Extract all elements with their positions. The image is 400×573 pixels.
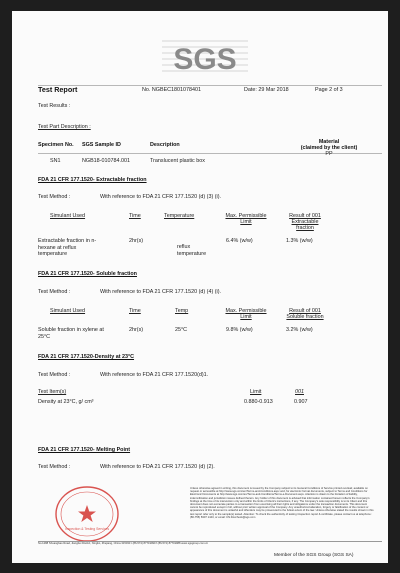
section-soluble-method-text: With reference to FDA 21 CFR 177.1520 (d) (4) (i).: [100, 289, 222, 295]
section-melting-method-text: With reference to FDA 21 CFR 177.1520 (d) (2).: [100, 464, 215, 470]
s1-temperature-value: reflux temperature: [177, 244, 207, 257]
report-page: [12, 11, 388, 563]
s3-item-value: Density at 23°C, g/ cm³: [38, 399, 94, 405]
report-title: Test Report: [38, 85, 78, 94]
report-number: No. NGBEC1801078401: [142, 87, 202, 93]
test-part-description-label: Test Part Description :: [38, 124, 91, 130]
s1-limit-header: Max. Permissible Limit: [225, 213, 267, 225]
section-density-title: FDA 21 CFR 177.1520-Density at 23°C: [38, 354, 135, 360]
material-header: Material (claimed by the client): [300, 139, 358, 151]
s2-result-value: 3.2% (w/w): [286, 327, 313, 333]
s2-result-header: Result of 001 Soluble fraction: [286, 308, 324, 320]
section-extractable-method-text: With reference to FDA 21 CFR 177.1520 (d) (3) (i).: [100, 194, 222, 200]
s3-items-header: Test Item(s): [38, 389, 67, 395]
section-extractable-method-label: Test Method :: [38, 194, 71, 200]
s3-result-value: 0.907: [294, 399, 308, 405]
s2-limit-header: Max. Permissible Limit: [225, 308, 267, 320]
s1-limit-value: 6.4% (w/w): [226, 238, 253, 244]
specimen-no-value: SN1: [50, 158, 61, 164]
section-melting-title: FDA 21 CFR 177.1520- Melting Point: [38, 447, 131, 453]
s1-simulant-value: Extractable fraction in n-hexane at reflux temperature: [38, 238, 97, 258]
section-density-method-label: Test Method :: [38, 372, 71, 378]
section-extractable-title: FDA 21 CFR 177.1520- Extractable fraction: [38, 177, 147, 183]
sgs-logo: [162, 35, 248, 79]
section-soluble-title: FDA 21 CFR 177.1520- Soluble fraction: [38, 271, 137, 277]
report-date: Date: 29 Mar 2018: [244, 87, 289, 93]
s2-temp-header: Temp: [175, 308, 189, 314]
svg-text:Inspection & Testing Services: Inspection & Testing Services: [64, 527, 110, 531]
s1-result-value: 1.3% (w/w): [286, 238, 313, 244]
s3-result-header: 001: [295, 389, 304, 395]
material-value: PP: [325, 151, 333, 157]
description-value: Translucent plastic box: [150, 158, 205, 164]
s2-time-value: 2hr(s): [129, 327, 144, 333]
company-seal-stamp: [52, 483, 122, 545]
specimen-no-header: Specimen No.: [38, 142, 74, 148]
s2-limit-value: 9.8% (w/w): [226, 327, 253, 333]
s1-time-header: Time: [129, 213, 141, 219]
s2-simulant-header: Simulant Used: [50, 308, 86, 314]
sgs-sample-id-header: SGS Sample ID: [82, 142, 121, 148]
s1-time-value: 2hr(s): [129, 238, 144, 244]
section-density-method-text: With reference to FDA 21 CFR 177.1520(d)1.: [100, 372, 209, 378]
footer-address: No.1288 Shuangbao Road, Jiangbei District, Ningbo, Zhejiang, China 315033 t (86-574) 87719999 f (86-574) 87719988 www.sgsgroup.com.cn: [38, 542, 209, 545]
description-header: Description: [150, 142, 180, 148]
s2-simulant-value: Soluble fraction in xylene at 25°C: [38, 327, 104, 340]
section-soluble-method-label: Test Method :: [38, 289, 71, 295]
sgs-logo-text: SGS: [173, 43, 237, 76]
footer-member-line: Member of the SGS Group (SGS SA): [274, 553, 354, 558]
section-melting-method-label: Test Method :: [38, 464, 71, 470]
s1-result-header: Result of 001 Extractable fraction: [289, 213, 321, 231]
footer-disclaimer: Unless otherwise agreed in writing, this document is issued by the Company subject to its General Conditions of Service printed overleaf, available on request or accessible at http://www.sgs.com/en/Terms-and-Conditions.aspx and, for electronic format documents, subject to Terms and Conditions for Electronic Documents at http://www.sgs.com/en/Terms-and-Conditions/Terms-e-Document.aspx. Attention is drawn to the limitation of liability, indemnification and jurisdiction issues defined therein. Any holder of this document is advised that information contained hereon reflects the Company's findings at the time of its intervention only and within the limits of Client's instructions, if any. The Company's sole responsibility is to its Client and this document does not exonerate parties to a transaction from exercising all their rights and obligations under the transaction documents. This document cannot be reproduced except in full, without prior written approval of the Company. Any unauthorized alteration, forgery or falsification of the content or appearance of this document is unlawful and offenders may be prosecuted to the fullest extent of the law. Unless otherwise stated the results shown in this test report refer only to the sample(s) tested. Attention: To check the authenticity of testing /inspection report & certificate, please contact us at telephone: (86-755) 8307 1443, or email: CN.Doccheck@sgs.com: [190, 487, 374, 519]
s3-limit-header: Limit: [250, 389, 262, 395]
s2-temp-value: 25°C: [175, 327, 188, 333]
sgs-sample-id-value: NGB18-010784.001: [82, 158, 130, 164]
s3-limit-value: 0.880-0.913: [244, 399, 273, 405]
s1-temperature-header: Temperature: [164, 213, 195, 219]
s2-time-header: Time: [129, 308, 141, 314]
test-results-label: Test Results :: [38, 103, 71, 109]
page-number: Page 2 of 3: [315, 87, 343, 93]
s1-simulant-header: Simulant Used: [50, 213, 86, 219]
